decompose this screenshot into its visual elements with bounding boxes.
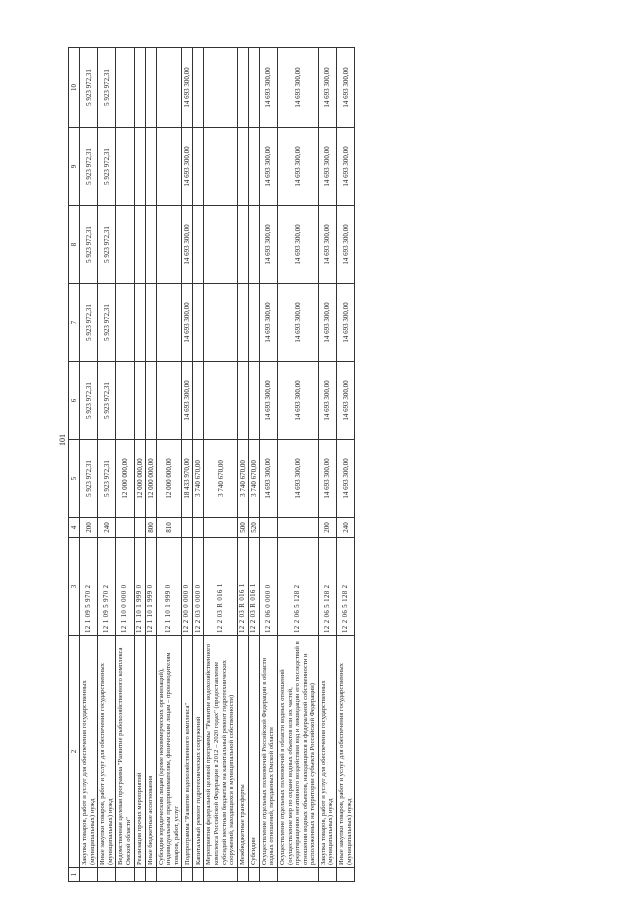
item-name-cell: Реализация прочих мероприятий bbox=[134, 636, 145, 868]
amount-cell bbox=[156, 48, 182, 128]
amount-cell: 14 693 300,00 bbox=[259, 440, 277, 518]
amount-cell bbox=[116, 206, 134, 284]
amount-cell: 14 693 300,00 bbox=[259, 284, 277, 362]
amount-cell bbox=[193, 206, 204, 284]
row-number-cell bbox=[134, 868, 145, 882]
amount-cell: 14 693 300,00 bbox=[182, 362, 193, 440]
header-cell: 10 bbox=[69, 48, 80, 128]
row-number-cell bbox=[156, 868, 182, 882]
expense-type-cell: 810 bbox=[156, 518, 182, 538]
amount-cell: 3 740 670,00 bbox=[248, 440, 259, 518]
amount-cell bbox=[116, 128, 134, 206]
amount-cell bbox=[116, 362, 134, 440]
amount-cell bbox=[193, 48, 204, 128]
item-name-cell: Закупка товаров, работ и услуг для обеспечения государственных (муниципальных) нужд bbox=[318, 636, 336, 868]
amount-cell: 12 000 000,00 bbox=[116, 440, 134, 518]
target-code-cell: 12 2 03 0 000 0 bbox=[193, 538, 204, 636]
amount-cell bbox=[156, 362, 182, 440]
target-code-cell: 12 2 03 R 016 1 bbox=[248, 538, 259, 636]
amount-cell: 12 000 000,00 bbox=[145, 440, 156, 518]
amount-cell: 14 693 300,00 bbox=[337, 284, 355, 362]
row-number-cell bbox=[237, 868, 248, 882]
row-number-cell bbox=[278, 868, 319, 882]
row-number-cell bbox=[116, 868, 134, 882]
header-cell: 8 bbox=[69, 206, 80, 284]
amount-cell: 5 923 972,31 bbox=[98, 48, 116, 128]
amount-cell: 14 693 300,00 bbox=[182, 206, 193, 284]
amount-cell: 14 693 300,00 bbox=[337, 362, 355, 440]
target-code-cell: 12 2 06 5 128 2 bbox=[318, 538, 336, 636]
amount-cell: 18 433 970,00 bbox=[182, 440, 193, 518]
table-row bbox=[237, 48, 248, 882]
expense-type-cell bbox=[193, 518, 204, 538]
expense-type-cell bbox=[116, 518, 134, 538]
amount-cell: 14 693 300,00 bbox=[182, 284, 193, 362]
amount-cell: 5 923 972,31 bbox=[98, 284, 116, 362]
amount-cell bbox=[248, 206, 259, 284]
page-number: 101 bbox=[58, 434, 67, 446]
item-name-cell: Иные закупки товаров, работ и услуг для обеспечения государственных (муниципальных) нужд bbox=[337, 636, 355, 868]
item-name-cell: Подпрограмма "Развитие водохозяйственного комплекса" bbox=[182, 636, 193, 868]
row-number-cell bbox=[182, 868, 193, 882]
target-code-cell: 12 1 10 1 999 0 bbox=[134, 538, 145, 636]
target-code-cell: 12 2 03 R 016 1 bbox=[204, 538, 237, 636]
amount-cell bbox=[134, 362, 145, 440]
target-code-cell: 12 2 03 R 016 1 bbox=[237, 538, 248, 636]
amount-cell bbox=[204, 128, 237, 206]
amount-cell: 14 693 300,00 bbox=[318, 128, 336, 206]
amount-cell: 14 693 300,00 bbox=[278, 206, 319, 284]
header-cell: 3 bbox=[69, 538, 80, 636]
expense-type-cell bbox=[278, 518, 319, 538]
amount-cell: 5 923 972,31 bbox=[80, 440, 98, 518]
amount-cell: 5 923 972,31 bbox=[80, 206, 98, 284]
amount-cell bbox=[204, 48, 237, 128]
target-code-cell: 12 1 09 5 970 2 bbox=[98, 538, 116, 636]
amount-cell bbox=[237, 362, 248, 440]
table-row bbox=[337, 48, 355, 882]
expense-type-cell bbox=[182, 518, 193, 538]
amount-cell bbox=[248, 284, 259, 362]
amount-cell bbox=[193, 284, 204, 362]
expense-type-cell: 200 bbox=[318, 518, 336, 538]
expense-type-cell: 500 bbox=[237, 518, 248, 538]
row-number-cell bbox=[259, 868, 277, 882]
amount-cell bbox=[145, 206, 156, 284]
table-row bbox=[80, 48, 98, 882]
amount-cell: 3 740 670,00 bbox=[193, 440, 204, 518]
header-cell: 1 bbox=[69, 868, 80, 882]
amount-cell: 14 693 300,00 bbox=[318, 362, 336, 440]
row-number-cell bbox=[204, 868, 237, 882]
amount-cell bbox=[248, 48, 259, 128]
amount-cell: 14 693 300,00 bbox=[259, 128, 277, 206]
amount-cell: 5 923 972,31 bbox=[80, 128, 98, 206]
table-row bbox=[98, 48, 116, 882]
target-code-cell: 12 1 10 1 999 0 bbox=[145, 538, 156, 636]
row-number-cell bbox=[145, 868, 156, 882]
amount-cell: 14 693 300,00 bbox=[318, 48, 336, 128]
amount-cell: 14 693 300,00 bbox=[259, 362, 277, 440]
header-cell: 4 bbox=[69, 518, 80, 538]
amount-cell: 3 740 670,00 bbox=[204, 440, 237, 518]
row-number-cell bbox=[248, 868, 259, 882]
expense-type-cell bbox=[204, 518, 237, 538]
amount-cell: 14 693 300,00 bbox=[182, 48, 193, 128]
amount-cell: 14 693 300,00 bbox=[337, 128, 355, 206]
amount-cell bbox=[134, 48, 145, 128]
table-row bbox=[116, 48, 134, 882]
amount-cell: 14 693 300,00 bbox=[278, 128, 319, 206]
item-name-cell: Осуществление отдельных полномочий в области водных отношений (осуществление мер по охране водных объектов или их частей, предотвращению негативного воздействия вод и ликвидации его последствий в отношении водных объектов, находящихся в федеральной собственности и расположенных на территории субъекта Российской Федерации) bbox=[278, 636, 319, 868]
amount-cell bbox=[145, 362, 156, 440]
amount-cell bbox=[237, 128, 248, 206]
amount-cell: 14 693 300,00 bbox=[278, 284, 319, 362]
amount-cell bbox=[237, 284, 248, 362]
amount-cell bbox=[134, 284, 145, 362]
header-cell: 6 bbox=[69, 362, 80, 440]
amount-cell: 5 923 972,31 bbox=[80, 48, 98, 128]
item-name-cell: Межбюджетные трансферты bbox=[237, 636, 248, 868]
amount-cell: 14 693 300,00 bbox=[259, 206, 277, 284]
row-number-cell bbox=[337, 868, 355, 882]
amount-cell bbox=[116, 48, 134, 128]
row-number-cell bbox=[98, 868, 116, 882]
item-name-cell: Капитальный ремонт гидротехнических сооружений bbox=[193, 636, 204, 868]
item-name-cell: Мероприятия федеральной целевой программы "Развитие водохозяйственного комплекса Российской Федерации в 2012 – 2020 годах" (предоставление субсидий местным бюджетам на капитальный ремонт гидротехнических сооружений, находящихся в муниципальной собственности) bbox=[204, 636, 237, 868]
amount-cell bbox=[145, 284, 156, 362]
amount-cell bbox=[156, 206, 182, 284]
item-name-cell: Осуществление отдельных полномочий Российской Федерации в области водных отношений, переданных Омской области bbox=[259, 636, 277, 868]
target-code-cell: 12 1 10 1 999 0 bbox=[156, 538, 182, 636]
amount-cell: 14 693 300,00 bbox=[318, 206, 336, 284]
table-row bbox=[318, 48, 336, 882]
amount-cell: 12 000 000,00 bbox=[134, 440, 145, 518]
amount-cell: 14 693 300,00 bbox=[259, 48, 277, 128]
amount-cell bbox=[248, 128, 259, 206]
target-code-cell: 12 2 00 0 000 0 bbox=[182, 538, 193, 636]
expense-type-cell: 240 bbox=[337, 518, 355, 538]
expense-type-cell: 520 bbox=[248, 518, 259, 538]
table-row bbox=[134, 48, 145, 882]
amount-cell bbox=[156, 284, 182, 362]
header-cell: 9 bbox=[69, 128, 80, 206]
table-row bbox=[278, 48, 319, 882]
amount-cell: 14 693 300,00 bbox=[278, 440, 319, 518]
amount-cell bbox=[145, 48, 156, 128]
amount-cell bbox=[145, 128, 156, 206]
amount-cell bbox=[116, 284, 134, 362]
amount-cell: 5 923 972,31 bbox=[98, 440, 116, 518]
expense-type-cell: 800 bbox=[145, 518, 156, 538]
rotated-page bbox=[68, 48, 608, 882]
table-row bbox=[156, 48, 182, 882]
amount-cell: 14 693 300,00 bbox=[318, 440, 336, 518]
amount-cell: 14 693 300,00 bbox=[278, 362, 319, 440]
header-row bbox=[69, 48, 80, 882]
row-number-cell bbox=[80, 868, 98, 882]
item-name-cell: Субсидии юридическим лицам (кроме некоммерческих организаций), индивидуальным предпринимателям, физическим лицам – производителям товаров, работ, услуг bbox=[156, 636, 182, 868]
amount-cell: 14 693 300,00 bbox=[337, 206, 355, 284]
item-name-cell: Субсидии bbox=[248, 636, 259, 868]
amount-cell bbox=[204, 206, 237, 284]
amount-cell: 14 693 300,00 bbox=[337, 48, 355, 128]
amount-cell: 14 693 300,00 bbox=[182, 128, 193, 206]
table-row bbox=[145, 48, 156, 882]
amount-cell: 5 923 972,31 bbox=[80, 362, 98, 440]
amount-cell: 5 923 972,31 bbox=[98, 128, 116, 206]
expense-type-cell: 240 bbox=[98, 518, 116, 538]
header-cell: 7 bbox=[69, 284, 80, 362]
item-name-cell: Закупка товаров, работ и услуг для обеспечения государственных (муниципальных) нужд bbox=[80, 636, 98, 868]
table-row bbox=[248, 48, 259, 882]
row-number-cell bbox=[318, 868, 336, 882]
budget-table bbox=[68, 47, 355, 882]
target-code-cell: 12 2 06 5 128 2 bbox=[278, 538, 319, 636]
amount-cell bbox=[156, 128, 182, 206]
amount-cell bbox=[248, 362, 259, 440]
amount-cell: 5 923 972,31 bbox=[80, 284, 98, 362]
target-code-cell: 12 1 09 5 970 2 bbox=[80, 538, 98, 636]
target-code-cell: 12 1 10 0 000 0 bbox=[116, 538, 134, 636]
item-name-cell: Ведомственная целевая программа "Развитие рыбохозяйственного комплекса Омской области" bbox=[116, 636, 134, 868]
amount-cell: 14 693 300,00 bbox=[278, 48, 319, 128]
amount-cell bbox=[134, 128, 145, 206]
item-name-cell: Иные закупки товаров, работ и услуг для обеспечения государственных (муниципальных) нужд bbox=[98, 636, 116, 868]
header-cell: 2 bbox=[69, 636, 80, 868]
amount-cell bbox=[204, 362, 237, 440]
target-code-cell: 12 2 06 5 128 2 bbox=[337, 538, 355, 636]
table-row bbox=[204, 48, 237, 882]
amount-cell: 14 693 300,00 bbox=[318, 284, 336, 362]
table-row bbox=[193, 48, 204, 882]
table-row bbox=[182, 48, 193, 882]
item-name-cell: Иные бюджетные ассигнования bbox=[145, 636, 156, 868]
amount-cell bbox=[193, 362, 204, 440]
target-code-cell: 12 2 06 0 000 0 bbox=[259, 538, 277, 636]
amount-cell: 12 000 000,00 bbox=[156, 440, 182, 518]
amount-cell bbox=[237, 48, 248, 128]
amount-cell: 5 923 972,31 bbox=[98, 206, 116, 284]
amount-cell: 3 740 670,00 bbox=[237, 440, 248, 518]
amount-cell bbox=[193, 128, 204, 206]
row-number-cell bbox=[193, 868, 204, 882]
expense-type-cell bbox=[259, 518, 277, 538]
amount-cell bbox=[204, 284, 237, 362]
expense-type-cell: 200 bbox=[80, 518, 98, 538]
amount-cell bbox=[134, 206, 145, 284]
expense-type-cell bbox=[134, 518, 145, 538]
table-row bbox=[259, 48, 277, 882]
header-cell: 5 bbox=[69, 440, 80, 518]
amount-cell bbox=[237, 206, 248, 284]
amount-cell: 14 693 300,00 bbox=[337, 440, 355, 518]
amount-cell: 5 923 972,31 bbox=[98, 362, 116, 440]
